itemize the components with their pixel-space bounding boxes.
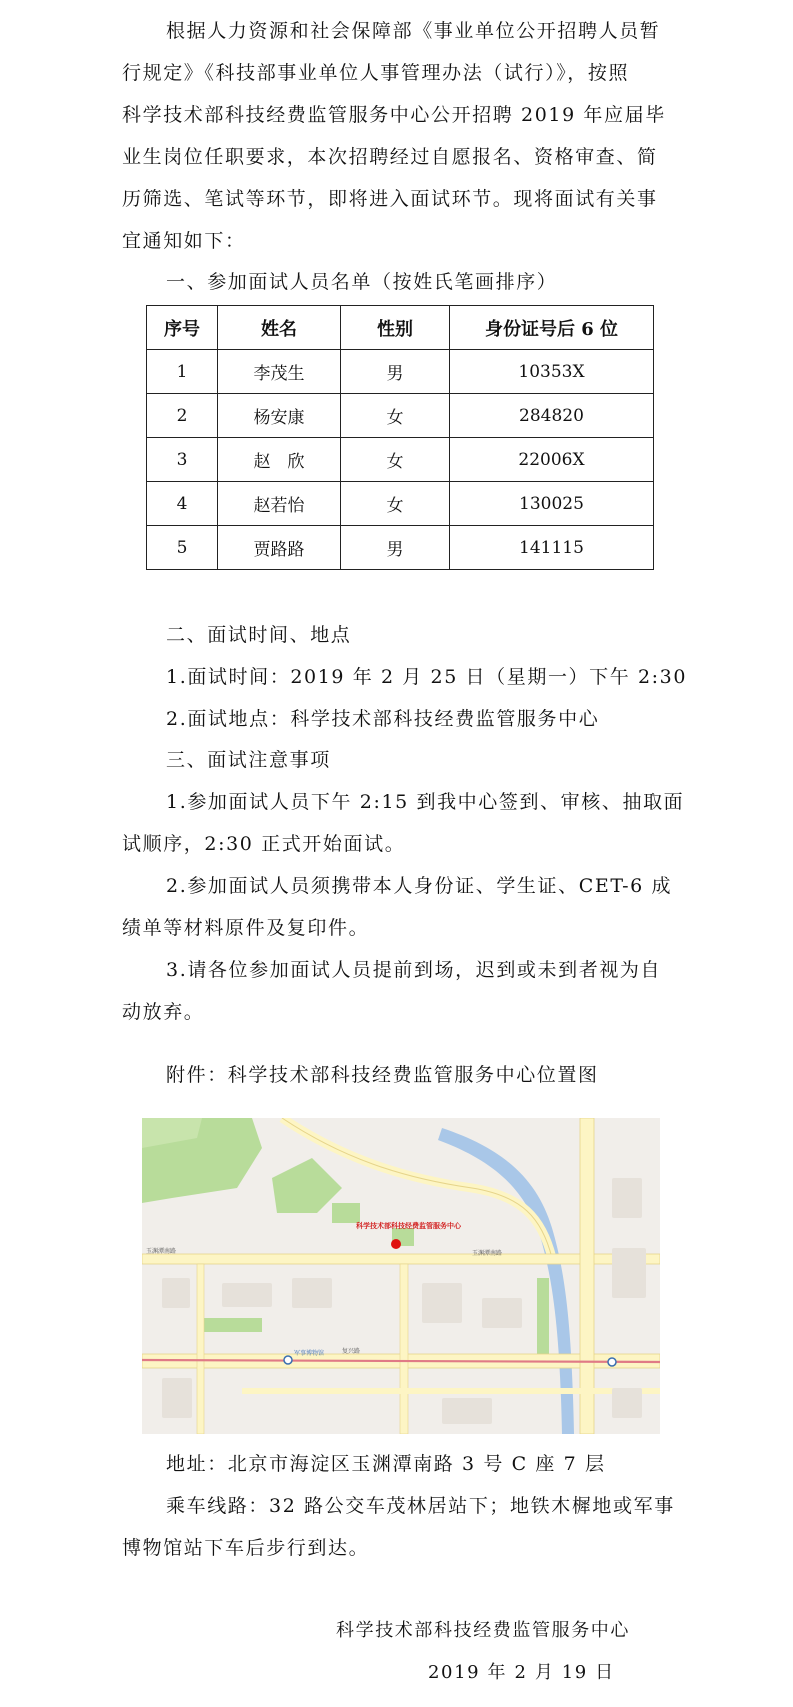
intro-line-1: 根据人力资源和社会保障部《事业单位公开招聘人员暂	[166, 20, 661, 42]
col-header-gender: 性别	[341, 306, 450, 350]
map-road-label-north: 玉渊潭南路	[146, 1248, 177, 1255]
note2-line-2: 绩单等材料原件及复印件。	[122, 917, 370, 939]
road-east	[580, 1118, 594, 1434]
road-south-minor	[242, 1388, 660, 1394]
col-header-id-suffix: 身份证号后 6 位	[450, 306, 654, 350]
cell-gender: 女	[341, 438, 450, 482]
section2-title: 二、面试时间、地点	[166, 624, 352, 646]
table-row	[147, 526, 654, 570]
intro-line-2: 行规定》《科技部事业单位人事管理办法（试行）》，按照	[122, 62, 630, 84]
cell-name: 贾路路	[218, 526, 341, 570]
cell-id-suffix: 22006X	[450, 438, 654, 482]
note3-line-1: 3.请各位参加面试人员提前到场，迟到或未到者视为自	[166, 959, 662, 981]
signature-org: 科学技术部科技经费监管服务中心	[336, 1620, 630, 1641]
road-west	[197, 1264, 204, 1434]
table-row	[147, 438, 654, 482]
note1-line-2: 试顺序，2:30 正式开始面试。	[122, 833, 406, 855]
interview-place: 2.面试地点：科学技术部科技经费监管服务中心	[166, 708, 600, 730]
cell-id-suffix: 130025	[450, 482, 654, 526]
attachment-title: 附件：科学技术部科技经费监管服务中心位置图	[166, 1064, 599, 1086]
candidate-table	[146, 305, 654, 570]
cell-gender: 女	[341, 482, 450, 526]
cell-index: 3	[147, 438, 218, 482]
green-block-1	[332, 1203, 360, 1223]
table-row	[147, 394, 654, 438]
transit-line-1: 乘车线路：32 路公交车茂林居站下；地铁木樨地或军事	[166, 1495, 675, 1517]
cell-name: 李茂生	[218, 350, 341, 394]
target-marker-icon	[391, 1239, 401, 1249]
metro-station-icon	[608, 1358, 616, 1366]
cell-id-suffix: 141115	[450, 526, 654, 570]
cell-name: 杨安康	[218, 394, 341, 438]
cell-id-suffix: 10353X	[450, 350, 654, 394]
section3-title: 三、面试注意事项	[166, 749, 331, 771]
address: 地址：北京市海淀区玉渊潭南路 3 号 C 座 7 层	[166, 1453, 606, 1475]
note2-line-1: 2.参加面试人员须携带本人身份证、学生证、CET-6 成	[166, 875, 673, 897]
col-header-index: 序号	[147, 306, 218, 350]
intro-line-3: 科学技术部科技经费监管服务中心公开招聘 2019 年应届毕	[122, 104, 666, 126]
map-road-label-north-east: 玉渊潭南路	[472, 1250, 503, 1257]
transit-line-2: 博物馆站下车后步行到达。	[122, 1537, 370, 1559]
note3-line-2: 动放弃。	[122, 1001, 205, 1023]
cell-gender: 男	[341, 350, 450, 394]
metro-station-icon	[284, 1356, 292, 1364]
section1-title: 一、参加面试人员名单（按姓氏笔画排序）	[166, 271, 558, 293]
green-strip-1	[202, 1318, 262, 1332]
location-map	[142, 1118, 660, 1434]
cell-index: 2	[147, 394, 218, 438]
table-row	[147, 482, 654, 526]
col-header-name: 姓名	[218, 306, 341, 350]
cell-gender: 男	[341, 526, 450, 570]
cell-index: 4	[147, 482, 218, 526]
cell-index: 5	[147, 526, 218, 570]
interview-time: 1.面试时间：2019 年 2 月 25 日（星期一）下午 2:30	[166, 666, 688, 688]
cell-id-suffix: 284820	[450, 394, 654, 438]
cell-index: 1	[147, 350, 218, 394]
map-graphic	[142, 1118, 660, 1434]
map-target-label: 科学技术部科技经费监管服务中心	[356, 1222, 461, 1230]
map-station-label: 军事博物馆	[294, 1350, 325, 1357]
note1-line-1: 1.参加面试人员下午 2:15 到我中心签到、审核、抽取面	[166, 791, 685, 813]
table-row	[147, 350, 654, 394]
intro-line-4: 业生岗位任职要求，本次招聘经过自愿报名、资格审查、简	[122, 146, 658, 168]
intro-line-5: 历筛选、笔试等环节，即将进入面试环节。现将面试有关事	[122, 188, 658, 210]
cell-name: 赵 欣	[218, 438, 341, 482]
table-header-row	[147, 306, 654, 350]
map-road-label-south: 复兴路	[342, 1348, 361, 1355]
intro-line-6: 宜通知如下：	[122, 230, 246, 252]
road-middle	[400, 1264, 408, 1434]
signature-date: 2019 年 2 月 19 日	[428, 1662, 615, 1683]
cell-gender: 女	[341, 394, 450, 438]
cell-name: 赵若怡	[218, 482, 341, 526]
